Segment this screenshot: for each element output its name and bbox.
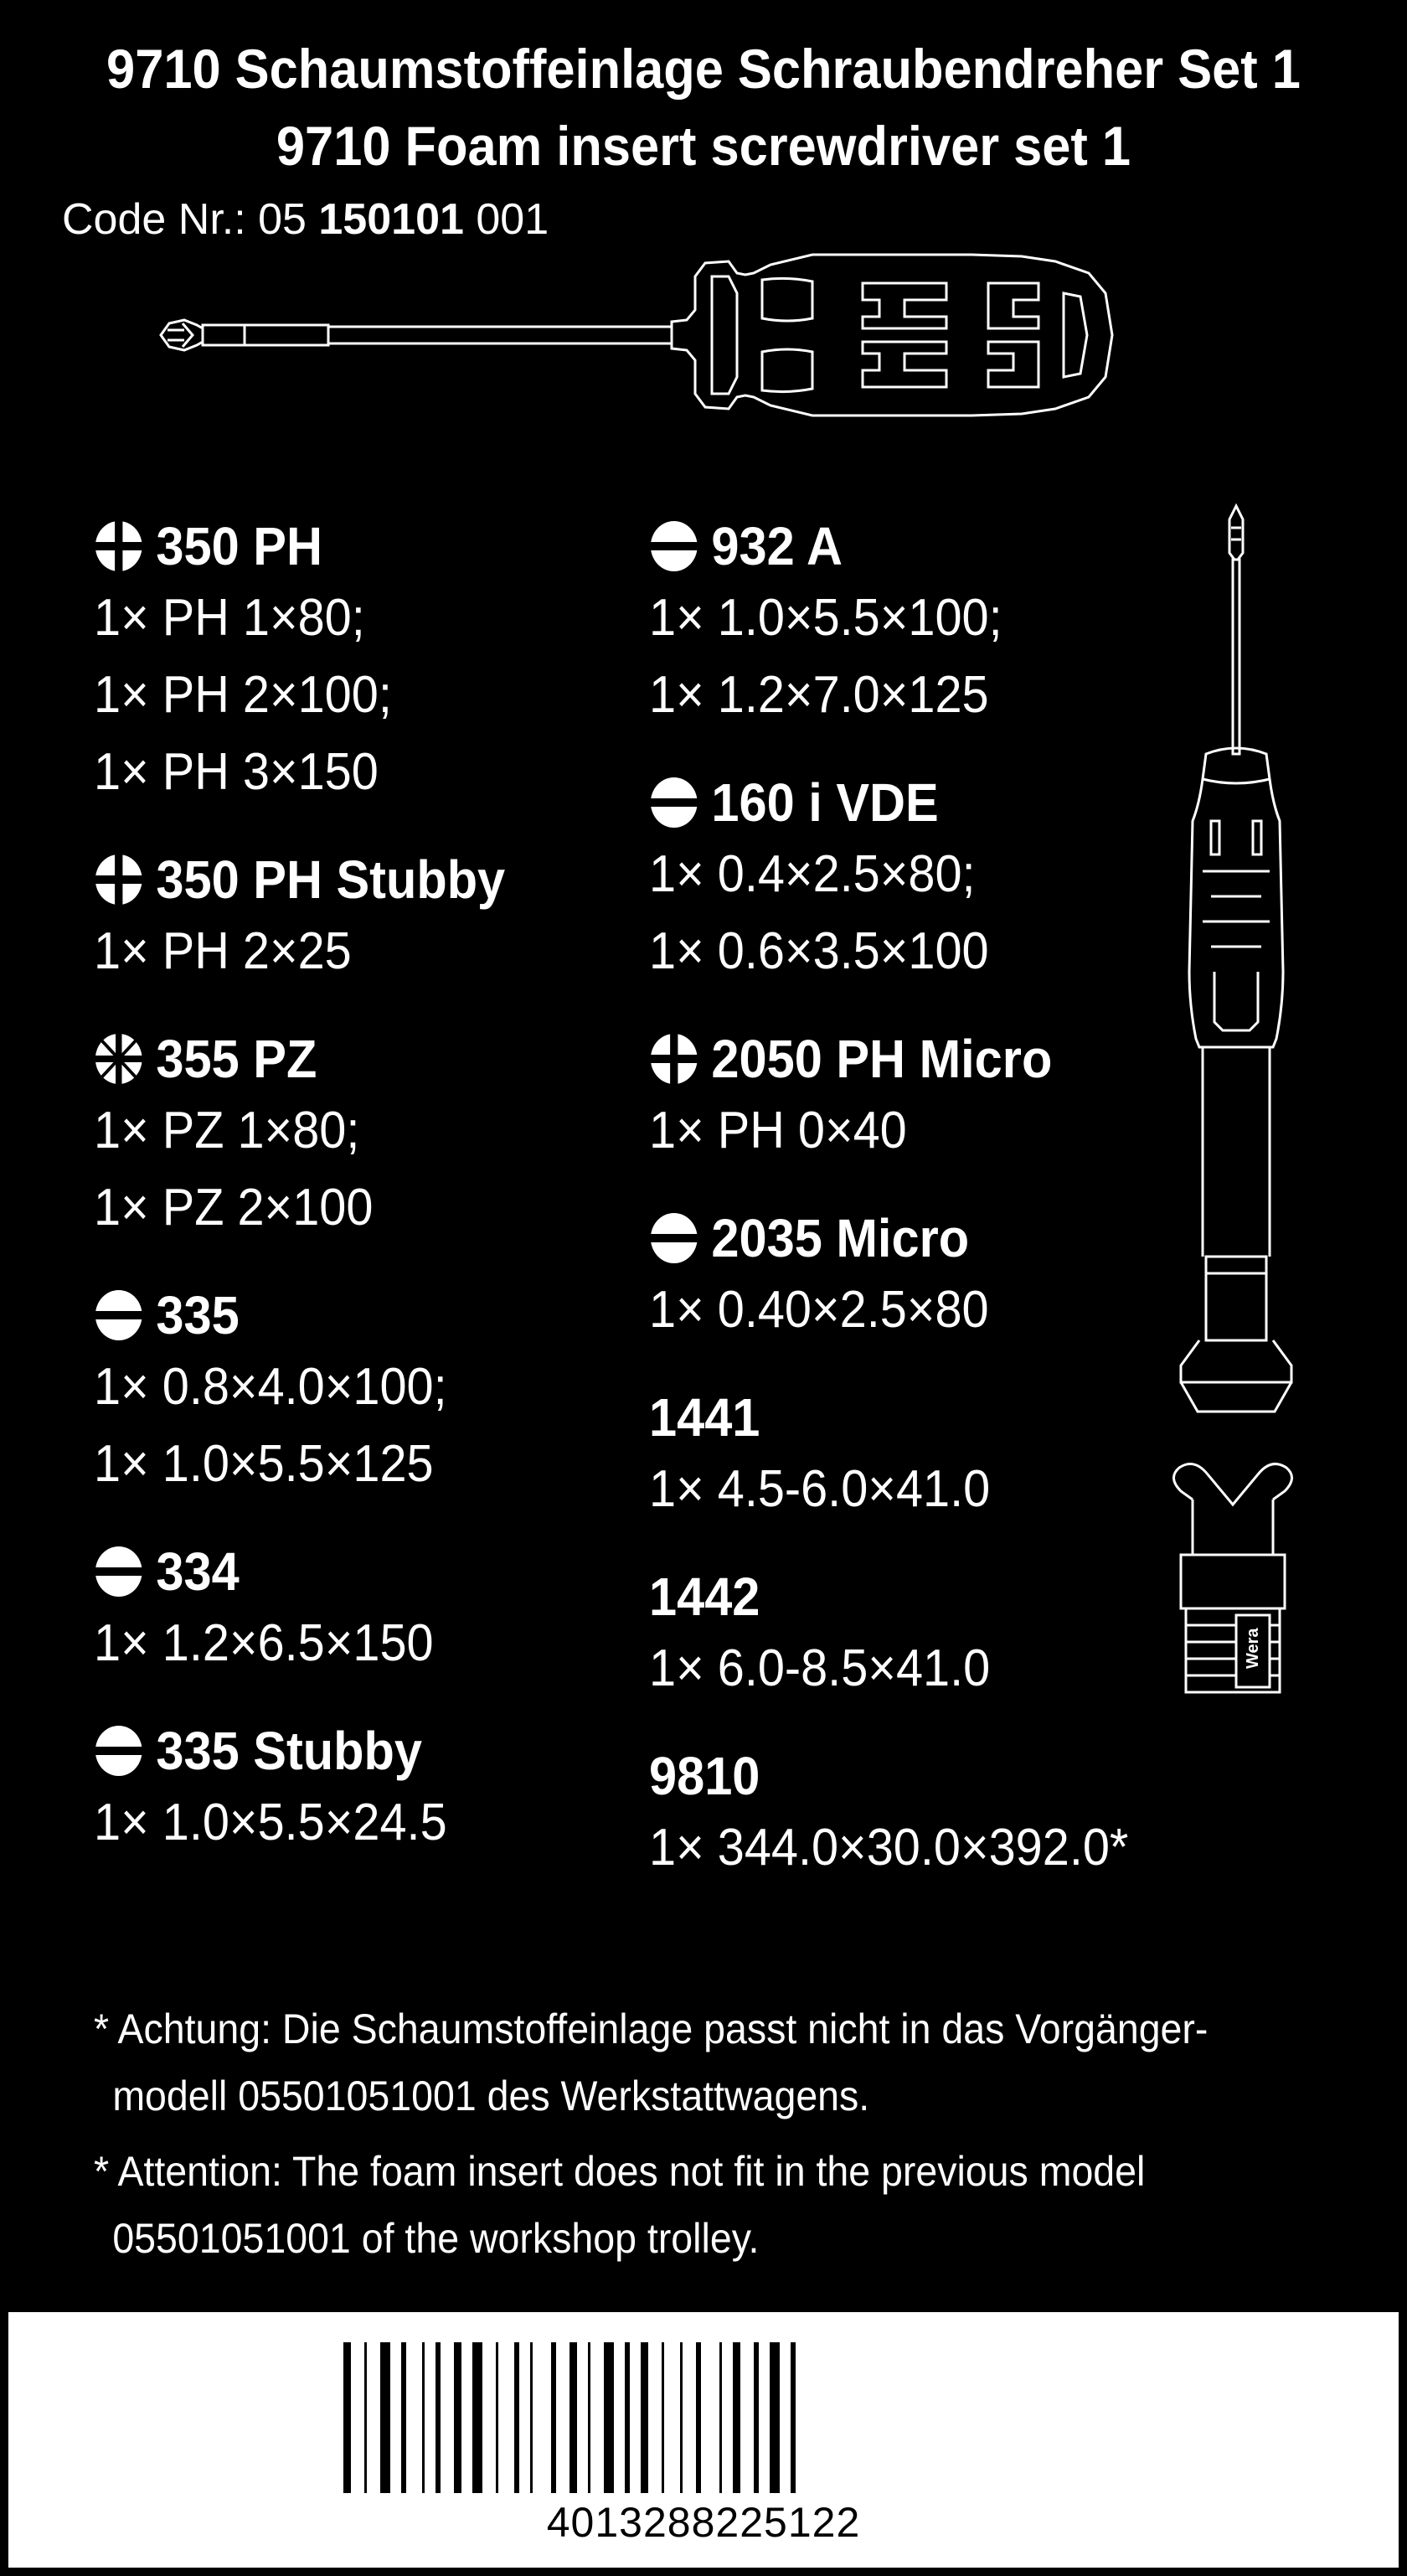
page-title-english: 9710 Foam insert screwdriver set 1 (276, 115, 1131, 177)
barcode-bar (551, 2342, 556, 2493)
micro-screwdriver-drawing (1181, 506, 1291, 1412)
barcode-bar (696, 2342, 701, 2493)
tool-spec-line: 1× PH 3×150 (94, 743, 379, 801)
barcode-bar (733, 2342, 740, 2493)
barcode-bar (791, 2342, 796, 2493)
barcode-bar (530, 2342, 533, 2493)
tool-heading (94, 1717, 505, 1784)
tool-spec-line: 1× 0.40×2.5×80 (649, 1281, 989, 1339)
barcode-bar (472, 2342, 482, 2493)
barcode-bar (343, 2342, 351, 2493)
tool-heading (649, 1563, 1128, 1630)
tool-heading (649, 1025, 1128, 1092)
code-bold-part: 150101 (318, 195, 464, 244)
code-number (62, 194, 549, 245)
barcode-bar (364, 2342, 367, 2493)
tool-spec-line: 1× 1.2×6.5×150 (94, 1614, 434, 1672)
barcode-bar (625, 2342, 630, 2493)
slotted-icon (94, 1724, 144, 1778)
wera-logo: Wera (1244, 1628, 1262, 1669)
barcode-bar (754, 2342, 759, 2493)
note-german (94, 1995, 1246, 2129)
tool-name: 2035 Micro (711, 1208, 970, 1268)
barcode-bar (436, 2342, 441, 2493)
tool-name: 355 PZ (156, 1029, 317, 1089)
tool-entry (649, 1742, 1164, 1922)
right-illustrations (1156, 503, 1374, 1809)
tool-spec-line: 1× PZ 1×80; (94, 1102, 360, 1159)
tool-name: 9810 (649, 1746, 760, 1806)
tool-entry (94, 513, 536, 846)
tool-spec-line: 1× 4.5-6.0×41.0 (649, 1460, 991, 1518)
tool-heading (94, 846, 505, 913)
tool-name: 350 PH (156, 516, 322, 576)
note-english-line-1: * Attention: The foam insert does not fit in the previous model (94, 2148, 1146, 2195)
barcode-bar (570, 2342, 577, 2493)
tool-name: 160 i VDE (711, 772, 939, 833)
tool-entry (649, 1025, 1164, 1205)
note-german-line-2: modell 05501051001 des Werkstattwagens. (112, 2073, 870, 2119)
barcode-bar (770, 2342, 780, 2493)
barcode-bars (343, 2342, 1064, 2493)
tool-entry (94, 1025, 536, 1282)
barcode-panel (8, 2312, 1399, 2568)
tool-heading (649, 1384, 1128, 1451)
tool-spec-line: 1× PH 2×100; (94, 666, 392, 724)
page-title-german: 9710 Schaumstoffeinlage Schraubendreher Set 1 (106, 38, 1301, 100)
barcode-bar (588, 2342, 590, 2493)
tool-entry (649, 1384, 1164, 1563)
tool-entry (649, 1563, 1164, 1742)
barcode-bar (454, 2342, 461, 2493)
tool-heading (649, 513, 1128, 580)
tool-spec-line: 1× 1.0×5.5×125 (94, 1435, 434, 1493)
tool-heading (94, 1025, 505, 1092)
tool-spec-line: 1× 1.0×5.5×24.5 (94, 1794, 447, 1851)
tool-heading (94, 513, 505, 580)
tool-spec-line: 1× PH 1×80; (94, 589, 365, 647)
tool-name: 1442 (649, 1567, 760, 1627)
barcode-bar (662, 2342, 664, 2493)
tool-entry (649, 513, 1164, 769)
tool-entry (649, 1205, 1164, 1384)
tool-spec-line: 1× 344.0×30.0×392.0* (649, 1819, 1129, 1877)
note-english (94, 2138, 1246, 2272)
tool-name: 2050 PH Micro (711, 1029, 1053, 1089)
tool-spec-line: 1× 1.2×7.0×125 (649, 666, 989, 724)
tool-name: 1441 (649, 1387, 760, 1448)
tool-name: 350 PH Stubby (156, 849, 506, 910)
tool-name: 335 (156, 1285, 240, 1345)
tool-heading (94, 1282, 505, 1349)
note-german-line-1: * Achtung: Die Schaumstoffeinlage passt nicht in das Vorgänger- (94, 2006, 1209, 2052)
tool-spec-line: 1× 0.6×3.5×100 (649, 922, 989, 980)
slotted-icon (94, 1288, 144, 1342)
barcode-bar (422, 2342, 425, 2493)
tool-heading (649, 1205, 1128, 1272)
tool-name: 932 A (711, 516, 843, 576)
tool-entry (94, 1538, 536, 1717)
phillips-icon (649, 1032, 699, 1086)
tool-heading (649, 769, 1128, 836)
tool-entry (94, 1717, 536, 1897)
tool-entry (94, 846, 536, 1025)
barcode-bar (604, 2342, 614, 2493)
note-english-line-2: 05501051001 of the workshop trolley. (112, 2215, 760, 2262)
screwdriver-illustration (151, 243, 1273, 427)
tool-spec-line: 1× PH 0×40 (649, 1102, 907, 1159)
barcode-bar (514, 2342, 519, 2493)
phillips-icon (94, 853, 144, 906)
tool-heading (649, 1742, 1128, 1809)
tool-spec-line: 1× 0.4×2.5×80; (649, 845, 976, 903)
tool-spec-line: 1× 1.0×5.5×100; (649, 589, 1002, 647)
tool-spec-line: 1× 6.0-8.5×41.0 (649, 1639, 991, 1697)
barcode-number: 4013288225122 (546, 2499, 861, 2546)
tool-name: 334 (156, 1541, 240, 1602)
code-suffix: 001 (463, 195, 549, 244)
phillips-icon (94, 519, 144, 573)
barcode-bar (719, 2342, 722, 2493)
tool-name: 335 Stubby (156, 1721, 422, 1781)
right-column (649, 513, 1164, 1922)
tool-entry (94, 1282, 536, 1538)
barcode-bar (380, 2342, 390, 2493)
left-column (94, 513, 536, 1897)
slotted-icon (94, 1545, 144, 1598)
tool-entry (649, 769, 1164, 1025)
barcode-bar (641, 2342, 648, 2493)
barcode-bar (496, 2342, 498, 2493)
pozidriv-icon (94, 1032, 144, 1086)
code-prefix: Code Nr.: 05 (62, 195, 319, 244)
barcode-bar (401, 2342, 406, 2493)
slotted-icon (649, 1211, 699, 1265)
holder-clip-drawing (1173, 1464, 1291, 1693)
slotted-icon (649, 776, 699, 829)
slotted-icon (649, 519, 699, 573)
barcode-bar (680, 2342, 683, 2493)
tool-spec-line: 1× PH 2×25 (94, 922, 352, 980)
tool-spec-line: 1× 0.8×4.0×100; (94, 1358, 447, 1416)
tool-heading (94, 1538, 505, 1605)
tool-spec-line: 1× PZ 2×100 (94, 1179, 374, 1236)
